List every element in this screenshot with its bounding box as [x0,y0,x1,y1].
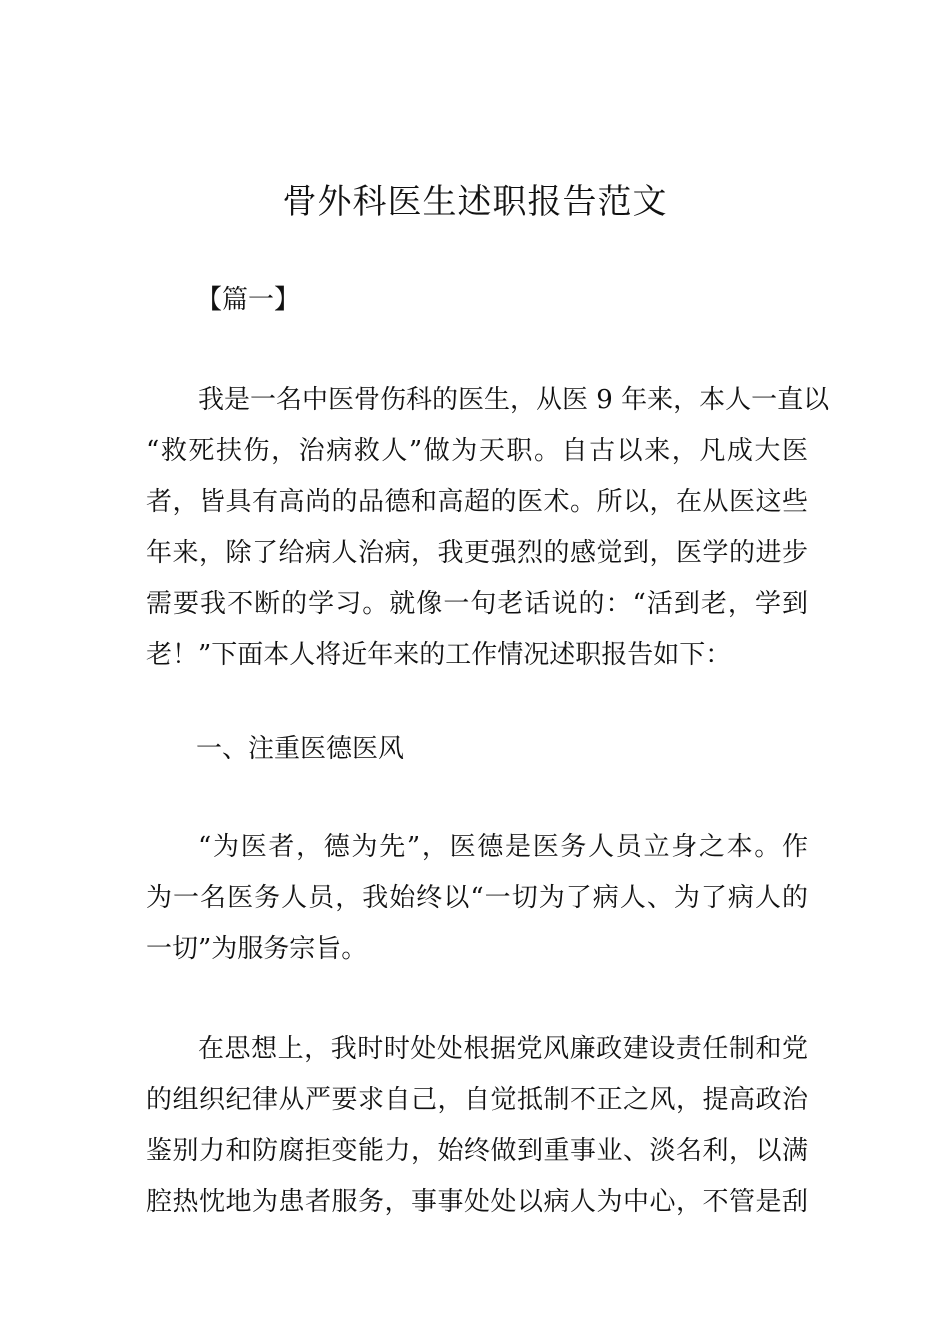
paragraph-line: 我是一名中医骨伤科的医生，从医 9 年来，本人一直以 [198,385,830,415]
paragraph-line: 年来，除了给病人治病，我更强烈的感觉到，医学的进步 [146,538,808,568]
paragraph-ethics [146,822,808,975]
paragraph-line: 在思想上，我时时处处根据党风廉政建设责任制和党 [198,1034,808,1064]
paragraph-line: “救死扶伤，治病救人”做为天职。自古以来，凡成大医 [146,436,808,466]
section-marker: 【篇一】 [196,285,301,315]
paragraph-line: 的组织纪律从严要求自己，自觉抵制不正之风，提高政治 [146,1085,808,1115]
paragraph-line: 为一名医务人员，我始终以“一切为了病人、为了病人的 [146,883,808,913]
document-title: 骨外科医生述职报告范文 [282,182,668,222]
paragraph-line: 需要我不断的学习。就像一句老话说的：“活到老，学到 [146,589,808,619]
paragraph-thought [146,1024,808,1228]
paragraph-intro [146,375,830,681]
paragraph-line: 一切”为服务宗旨。 [146,934,368,964]
paragraph-line: 鉴别力和防腐拒变能力，始终做到重事业、淡名利，以满 [146,1136,808,1166]
section-heading: 一、注重医德医风 [196,734,405,764]
paragraph-line: 者，皆具有高尚的品德和高超的医术。所以，在从医这些 [146,487,808,517]
paragraph-line: 腔热忱地为患者服务，事事处处以病人为中心，不管是刮 [146,1187,808,1217]
paragraph-line: “为医者，德为先”，医德是医务人员立身之本。作 [198,832,808,862]
paragraph-line: 老！”下面本人将近年来的工作情况述职报告如下： [146,640,732,670]
